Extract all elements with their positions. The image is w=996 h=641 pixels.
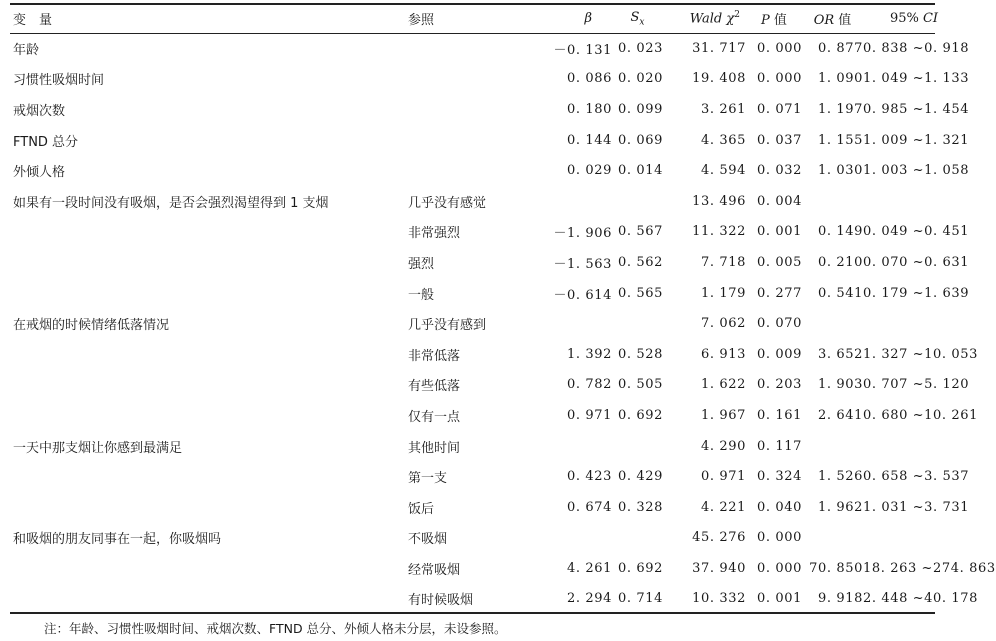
cell-reference bbox=[406, 94, 519, 125]
cell-wald: 0. 971 bbox=[701, 469, 746, 485]
table-row bbox=[10, 492, 976, 523]
cell-sx: 0. 099 bbox=[618, 101, 663, 117]
cell-sx: 0. 505 bbox=[618, 377, 663, 393]
cell-ci bbox=[863, 308, 976, 339]
cell-variable: FTND 总分 bbox=[13, 134, 79, 150]
cell-reference bbox=[406, 155, 519, 186]
table-row bbox=[10, 33, 976, 64]
cell-or: 2. 641 bbox=[818, 407, 863, 423]
cell-or: 0. 149 bbox=[818, 224, 863, 240]
cell-or: 9. 918 bbox=[818, 591, 863, 607]
cell-wald: 11. 322 bbox=[692, 224, 746, 240]
header-beta bbox=[519, 4, 612, 33]
cell-reference: 强烈 bbox=[408, 256, 435, 272]
cell-wald: 6. 913 bbox=[701, 346, 746, 362]
cell-sx bbox=[612, 308, 663, 339]
header-wald-superscript: 2 bbox=[734, 10, 740, 21]
cell-wald: 4. 594 bbox=[701, 163, 746, 179]
header-variable: 变 量 bbox=[13, 13, 53, 28]
cell-reference: 一般 bbox=[408, 287, 435, 303]
cell-p: 0. 324 bbox=[757, 469, 802, 485]
header-ci bbox=[863, 4, 976, 33]
cell-ci: 0. 070 ~0. 631 bbox=[863, 254, 970, 270]
cell-or: 3. 652 bbox=[818, 346, 863, 362]
cell-beta: －1. 563 bbox=[553, 256, 612, 272]
cell-p: 0. 009 bbox=[757, 346, 802, 362]
cell-variable: 习惯性吸烟时间 bbox=[13, 73, 105, 89]
cell-ci bbox=[863, 523, 976, 554]
cell-p: 0. 005 bbox=[757, 254, 802, 270]
cell-or: 0. 210 bbox=[818, 254, 863, 270]
cell-or bbox=[802, 308, 863, 339]
cell-sx bbox=[612, 431, 663, 462]
cell-sx: 0. 328 bbox=[618, 499, 663, 515]
cell-wald: 31. 717 bbox=[692, 40, 746, 56]
table-row bbox=[10, 339, 976, 370]
table-row bbox=[10, 217, 976, 248]
table-row bbox=[10, 247, 976, 278]
cell-p: 0. 161 bbox=[757, 407, 802, 423]
cell-beta: －0. 614 bbox=[553, 287, 612, 303]
table-row bbox=[10, 553, 976, 584]
cell-or: 1. 197 bbox=[818, 101, 863, 117]
cell-reference bbox=[406, 64, 519, 95]
cell-beta: 0. 971 bbox=[567, 407, 612, 423]
cell-or: 0. 541 bbox=[818, 285, 863, 301]
cell-sx: 0. 014 bbox=[618, 163, 663, 179]
cell-p: 0. 000 bbox=[757, 560, 802, 576]
cell-variable: 外倾人格 bbox=[13, 165, 66, 181]
cell-or: 1. 526 bbox=[818, 469, 863, 485]
cell-sx: 0. 692 bbox=[618, 407, 663, 423]
table-row bbox=[10, 461, 976, 492]
table-body bbox=[10, 33, 996, 614]
cell-p: 0. 277 bbox=[757, 285, 802, 301]
cell-beta: 0. 180 bbox=[567, 101, 612, 117]
cell-variable bbox=[10, 247, 406, 278]
cell-wald: 1. 179 bbox=[701, 285, 746, 301]
cell-wald: 10. 332 bbox=[692, 591, 746, 607]
cell-beta: 1. 392 bbox=[567, 346, 612, 362]
cell-reference: 仅有一点 bbox=[408, 409, 461, 425]
cell-variable bbox=[10, 400, 406, 431]
cell-sx: 0. 069 bbox=[618, 132, 663, 148]
cell-p: 0. 000 bbox=[757, 530, 802, 546]
cell-p: 0. 071 bbox=[757, 101, 802, 117]
cell-variable: 如果有一段时间没有吸烟，是否会强烈渴望得到 1 支烟 bbox=[13, 195, 329, 211]
table-row bbox=[10, 64, 976, 95]
table-row bbox=[10, 584, 976, 615]
header-or bbox=[802, 4, 863, 33]
cell-variable: 和吸烟的朋友同事在一起，你吸烟吗 bbox=[13, 532, 222, 548]
cell-ci: 0. 658 ~3. 537 bbox=[863, 469, 970, 485]
cell-variable bbox=[10, 339, 406, 370]
cell-wald: 4. 365 bbox=[701, 132, 746, 148]
cell-wald: 7. 718 bbox=[701, 254, 746, 270]
cell-reference bbox=[406, 125, 519, 156]
cell-p: 0. 001 bbox=[757, 591, 802, 607]
cell-sx: 0. 562 bbox=[618, 254, 663, 270]
cell-or: 1. 030 bbox=[818, 163, 863, 179]
header-beta-symbol: β bbox=[584, 11, 592, 26]
cell-or: 1. 155 bbox=[818, 132, 863, 148]
cell-sx bbox=[612, 523, 663, 554]
cell-reference: 非常强烈 bbox=[408, 226, 461, 242]
table-row bbox=[10, 370, 976, 401]
cell-beta: 4. 261 bbox=[567, 560, 612, 576]
table-row bbox=[10, 278, 976, 309]
cell-reference: 几乎没有感觉 bbox=[408, 195, 487, 211]
cell-variable bbox=[10, 584, 406, 615]
cell-beta: 2. 294 bbox=[567, 591, 612, 607]
cell-beta bbox=[519, 431, 612, 462]
header-wald bbox=[663, 4, 746, 33]
cell-sx: 0. 565 bbox=[618, 285, 663, 301]
header-p-symbol: P bbox=[761, 13, 770, 28]
table-row bbox=[10, 431, 976, 462]
header-p-suffix: 值 bbox=[769, 13, 787, 28]
cell-beta: －1. 906 bbox=[553, 226, 612, 242]
cell-p: 0. 070 bbox=[757, 316, 802, 332]
cell-sx bbox=[612, 186, 663, 217]
regression-table bbox=[10, 4, 996, 614]
cell-or bbox=[802, 523, 863, 554]
cell-reference: 有些低落 bbox=[408, 379, 461, 395]
cell-p: 0. 032 bbox=[757, 163, 802, 179]
cell-variable bbox=[10, 461, 406, 492]
table-footnote: 注：年龄、习惯性吸烟时间、戒烟次数、FTND 总分、外倾人格未分层，未设参照。 bbox=[44, 621, 507, 636]
header-ci-symbol: CI bbox=[918, 11, 939, 26]
cell-variable bbox=[10, 492, 406, 523]
cell-wald: 7. 062 bbox=[701, 316, 746, 332]
cell-wald: 45. 276 bbox=[692, 530, 746, 546]
cell-wald: 37. 940 bbox=[692, 560, 746, 576]
cell-beta: 0. 029 bbox=[567, 163, 612, 179]
cell-p: 0. 203 bbox=[757, 377, 802, 393]
table-row bbox=[10, 400, 976, 431]
cell-reference: 第一支 bbox=[408, 471, 448, 487]
table-header-row bbox=[10, 4, 976, 33]
cell-ci: 1. 003 ~1. 058 bbox=[863, 163, 970, 179]
cell-beta: 0. 144 bbox=[567, 132, 612, 148]
header-sx-symbol: S bbox=[630, 9, 640, 25]
cell-or bbox=[802, 431, 863, 462]
cell-reference: 非常低落 bbox=[408, 348, 461, 364]
cell-sx: 0. 020 bbox=[618, 71, 663, 87]
cell-or: 0. 877 bbox=[818, 40, 863, 56]
header-p bbox=[746, 4, 802, 33]
cell-or: 1. 903 bbox=[818, 377, 863, 393]
cell-variable bbox=[10, 553, 406, 584]
cell-ci: 0. 680 ~10. 261 bbox=[863, 407, 978, 423]
cell-beta bbox=[519, 186, 612, 217]
table-row bbox=[10, 125, 976, 156]
cell-beta: 0. 086 bbox=[567, 71, 612, 87]
cell-sx: 0. 023 bbox=[618, 40, 663, 56]
cell-p: 0. 000 bbox=[757, 40, 802, 56]
header-or-suffix: 值 bbox=[834, 13, 852, 28]
cell-variable: 在戒烟的时候情绪低落情况 bbox=[13, 318, 170, 334]
cell-reference: 饭后 bbox=[408, 501, 435, 517]
cell-reference: 经常吸烟 bbox=[408, 562, 461, 578]
cell-ci: 0. 985 ~1. 454 bbox=[863, 101, 970, 117]
cell-reference: 其他时间 bbox=[408, 440, 461, 456]
cell-variable bbox=[10, 278, 406, 309]
cell-p: 0. 000 bbox=[757, 71, 802, 87]
header-ci-percent: 95% bbox=[889, 11, 919, 26]
cell-or bbox=[802, 186, 863, 217]
cell-variable: 戒烟次数 bbox=[13, 103, 66, 119]
cell-ci: 1. 327 ~10. 053 bbox=[863, 346, 978, 362]
cell-wald: 4. 221 bbox=[701, 499, 746, 515]
cell-ci: 18. 263 ~274. 863 bbox=[863, 560, 996, 576]
cell-sx: 0. 528 bbox=[618, 346, 663, 362]
header-wald-label: Wald χ bbox=[689, 11, 735, 27]
cell-ci: 2. 448 ~40. 178 bbox=[863, 591, 978, 607]
cell-beta: 0. 674 bbox=[567, 499, 612, 515]
cell-reference: 不吸烟 bbox=[408, 532, 448, 548]
cell-ci: 0. 179 ~1. 639 bbox=[863, 285, 970, 301]
cell-variable: 一天中那支烟让你感到最满足 bbox=[13, 440, 183, 456]
cell-ci: 1. 031 ~3. 731 bbox=[863, 499, 970, 515]
cell-wald: 1. 967 bbox=[701, 407, 746, 423]
cell-or: 70. 850 bbox=[809, 560, 863, 576]
header-sx bbox=[612, 4, 663, 33]
cell-reference bbox=[406, 33, 519, 64]
cell-variable: 年龄 bbox=[13, 42, 40, 58]
cell-ci bbox=[863, 186, 976, 217]
cell-beta: －0. 131 bbox=[553, 42, 612, 58]
cell-p: 0. 040 bbox=[757, 499, 802, 515]
cell-reference: 有时候吸烟 bbox=[408, 593, 474, 609]
cell-or: 1. 962 bbox=[818, 499, 863, 515]
cell-beta: 0. 423 bbox=[567, 469, 612, 485]
cell-reference: 几乎没有感到 bbox=[408, 318, 487, 334]
cell-or: 1. 090 bbox=[818, 71, 863, 87]
table-row bbox=[10, 308, 976, 339]
cell-wald: 3. 261 bbox=[701, 101, 746, 117]
cell-wald: 19. 408 bbox=[692, 71, 746, 87]
table-row bbox=[10, 186, 976, 217]
cell-p: 0. 117 bbox=[757, 438, 802, 454]
header-reference: 参照 bbox=[408, 13, 435, 28]
cell-ci: 1. 049 ~1. 133 bbox=[863, 71, 970, 87]
table-row bbox=[10, 94, 976, 125]
cell-variable bbox=[10, 217, 406, 248]
cell-beta bbox=[519, 308, 612, 339]
cell-ci: 0. 707 ~5. 120 bbox=[863, 377, 970, 393]
cell-beta: 0. 782 bbox=[567, 377, 612, 393]
cell-sx: 0. 429 bbox=[618, 469, 663, 485]
cell-sx: 0. 567 bbox=[618, 224, 663, 240]
header-or-symbol: OR bbox=[813, 13, 835, 28]
cell-ci bbox=[863, 431, 976, 462]
cell-beta bbox=[519, 523, 612, 554]
cell-ci: 0. 838 ~0. 918 bbox=[863, 40, 970, 56]
cell-variable bbox=[10, 370, 406, 401]
cell-p: 0. 037 bbox=[757, 132, 802, 148]
header-sx-subscript: x bbox=[639, 17, 645, 28]
table-row bbox=[10, 523, 976, 554]
cell-wald: 4. 290 bbox=[701, 438, 746, 454]
cell-ci: 1. 009 ~1. 321 bbox=[863, 132, 970, 148]
cell-ci: 0. 049 ~0. 451 bbox=[863, 224, 970, 240]
cell-p: 0. 004 bbox=[757, 193, 802, 209]
cell-wald: 1. 622 bbox=[701, 377, 746, 393]
table-row bbox=[10, 155, 976, 186]
cell-p: 0. 001 bbox=[757, 224, 802, 240]
cell-sx: 0. 692 bbox=[618, 560, 663, 576]
cell-sx: 0. 714 bbox=[618, 591, 663, 607]
cell-wald: 13. 496 bbox=[692, 193, 746, 209]
